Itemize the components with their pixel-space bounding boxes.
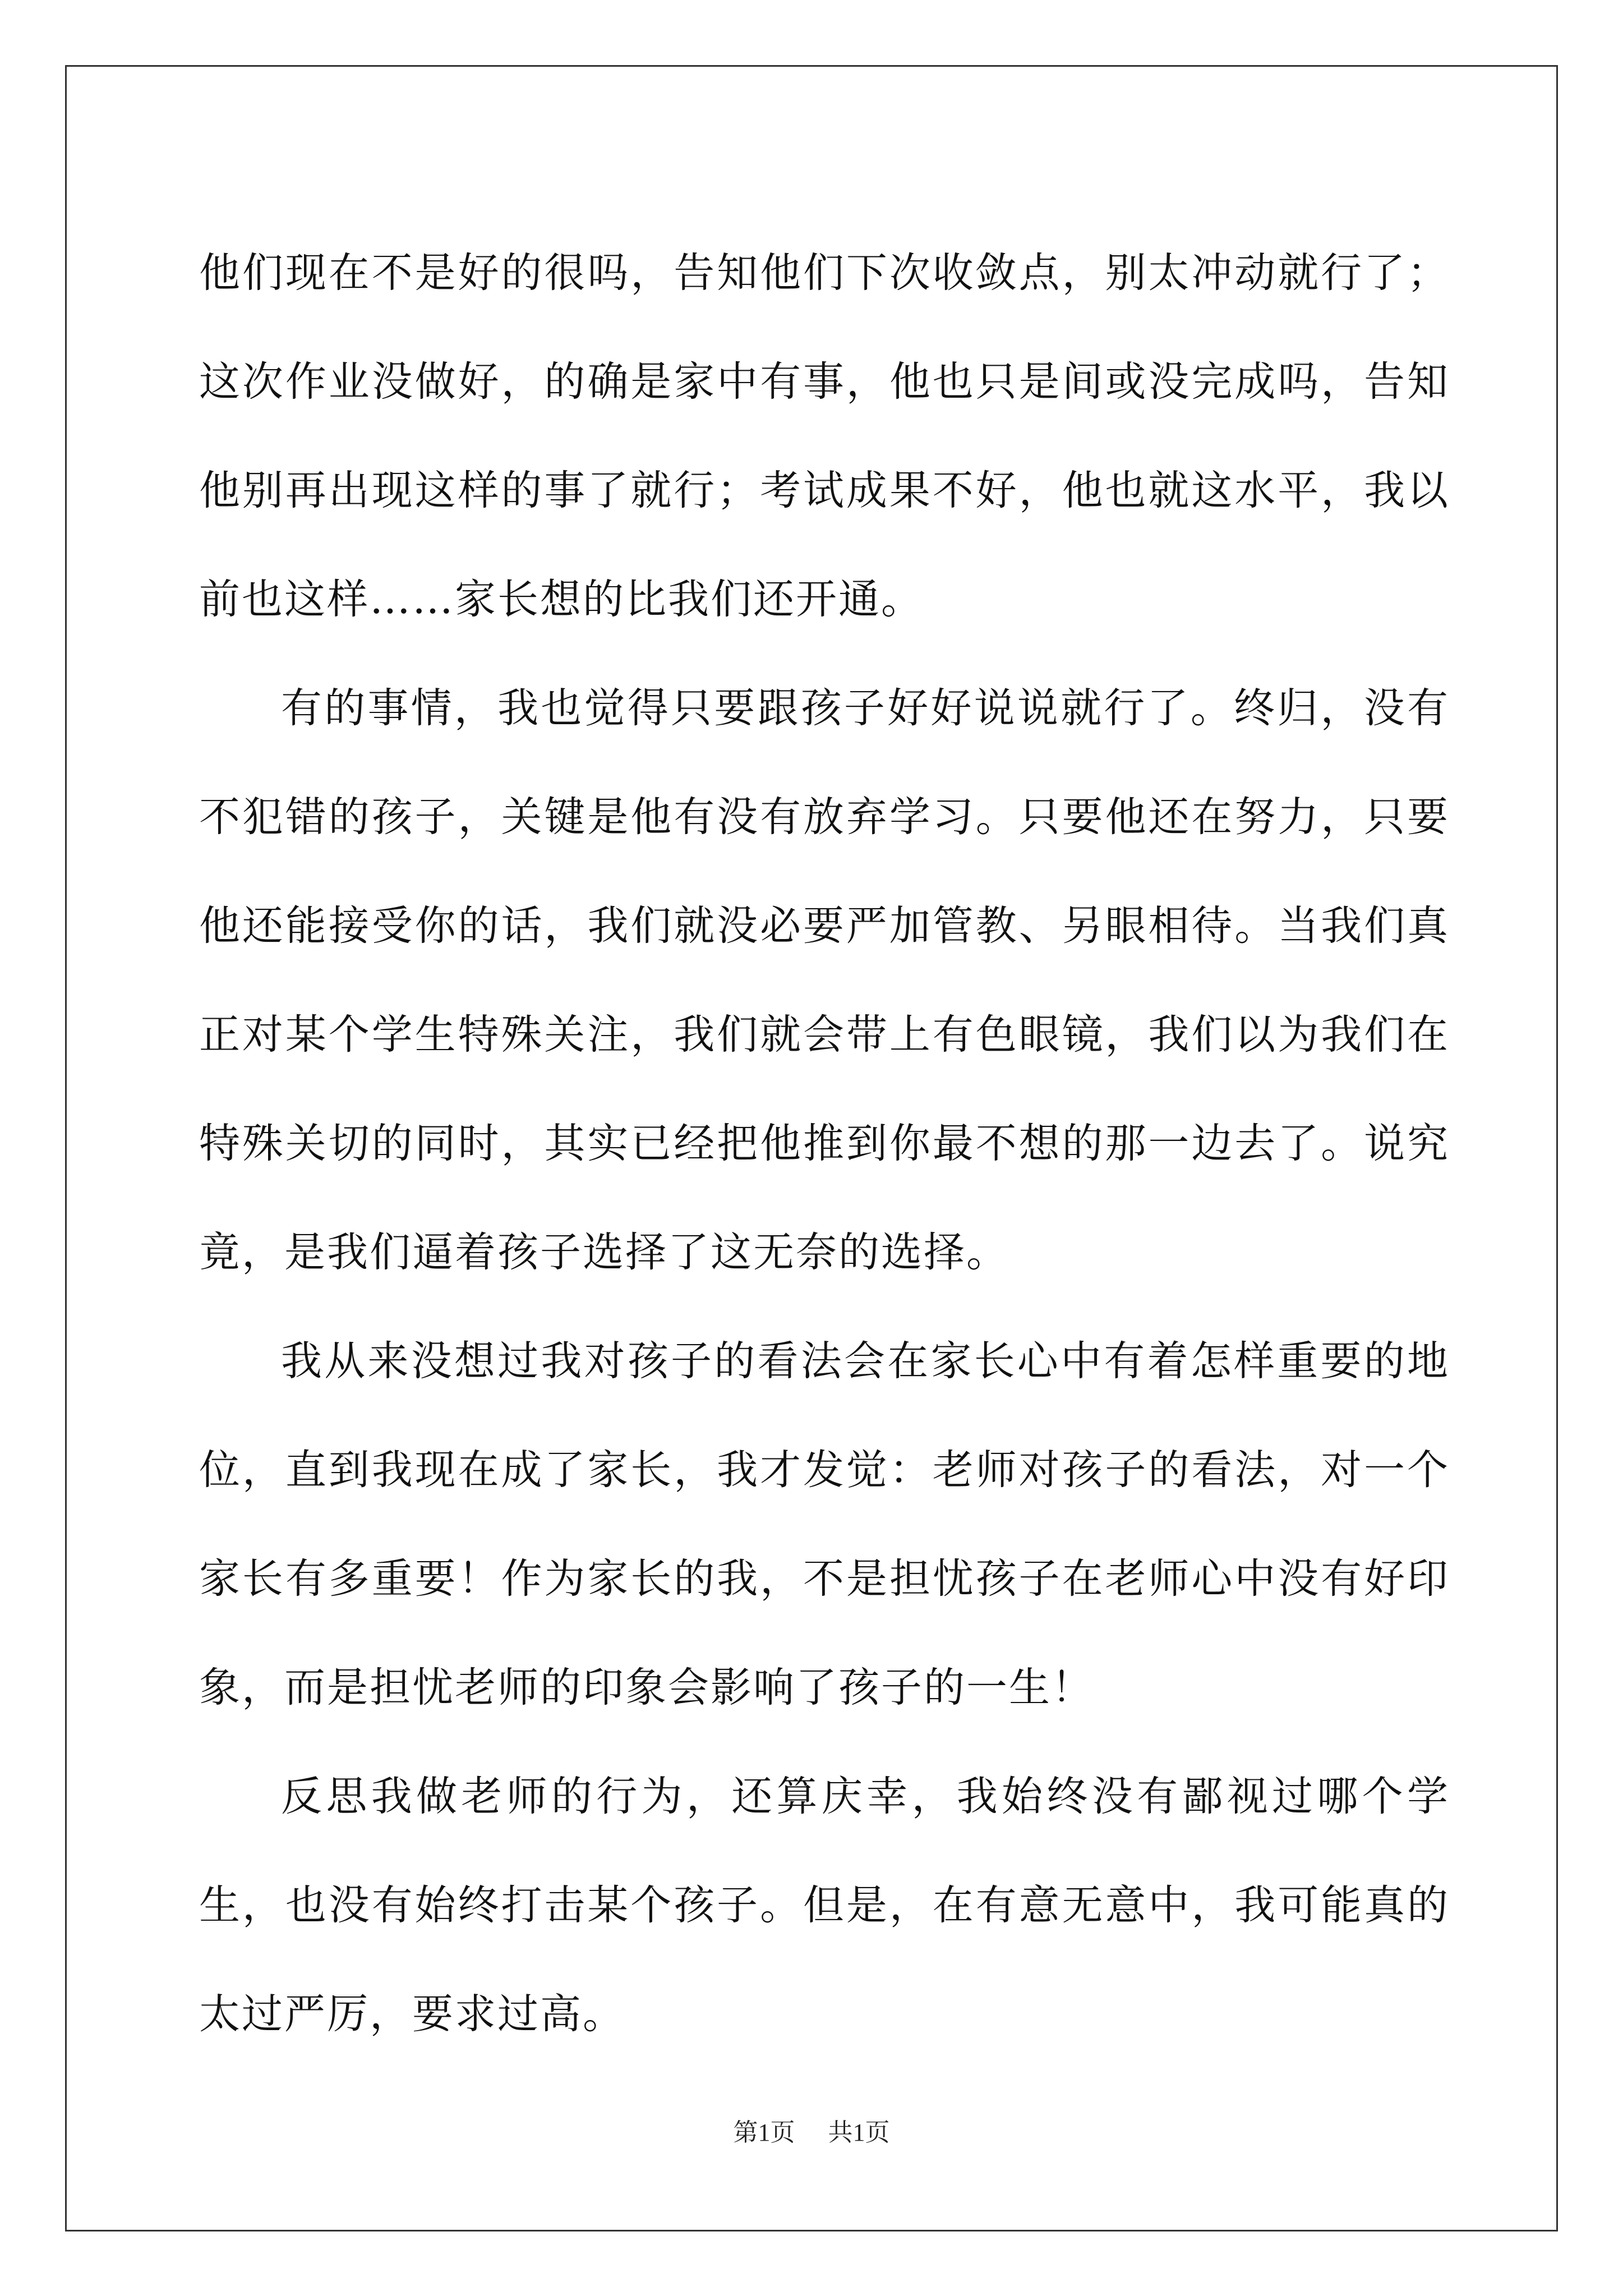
page-number-total: 共1页 <box>828 2119 890 2146</box>
page-number-current: 第1页 <box>733 2119 795 2146</box>
paragraph: 我从来没想过我对孩子的看法会在家长心中有着怎样重要的地位，直到我现在成了家长，我才发觉：老师对孩子的看法，对一个家长有多重要！作为家长的我，不是担忧孩子在老师心中没有好印象，而是担忧老师的印象会影响了孩子的一生！ <box>199 1337 1450 1711</box>
paragraph: 他们现在不是好的很吗，告知他们下次收敛点，别太冲动就行了；这次作业没做好，的确是家中有事，他也只是间或没完成吗，告知他别再出现这样的事了就行；考试成果不好，他也就这水平，我以前也这样……家长想的比我们还开通。 <box>199 249 1450 623</box>
document-body <box>199 219 1450 2069</box>
page-footer <box>0 2112 1623 2148</box>
paragraph: 反思我做老师的行为，还算庆幸，我始终没有鄙视过哪个学生，也没有始终打击某个孩子。但是，在有意无意中，我可能真的太过严厉，要求过高。 <box>199 1773 1450 2038</box>
paragraph: 有的事情，我也觉得只要跟孩子好好说说就行了。终归，没有不犯错的孩子，关键是他有没有放弃学习。只要他还在努力，只要他还能接受你的话，我们就没必要严加管教、另眼相待。当我们真正对某个学生特殊关注，我们就会带上有色眼镜，我们以为我们在特殊关切的同时，其实已经把他推到你最不想的那一边去了。说究竟，是我们逼着孩子选择了这无奈的选择。 <box>199 684 1450 1276</box>
